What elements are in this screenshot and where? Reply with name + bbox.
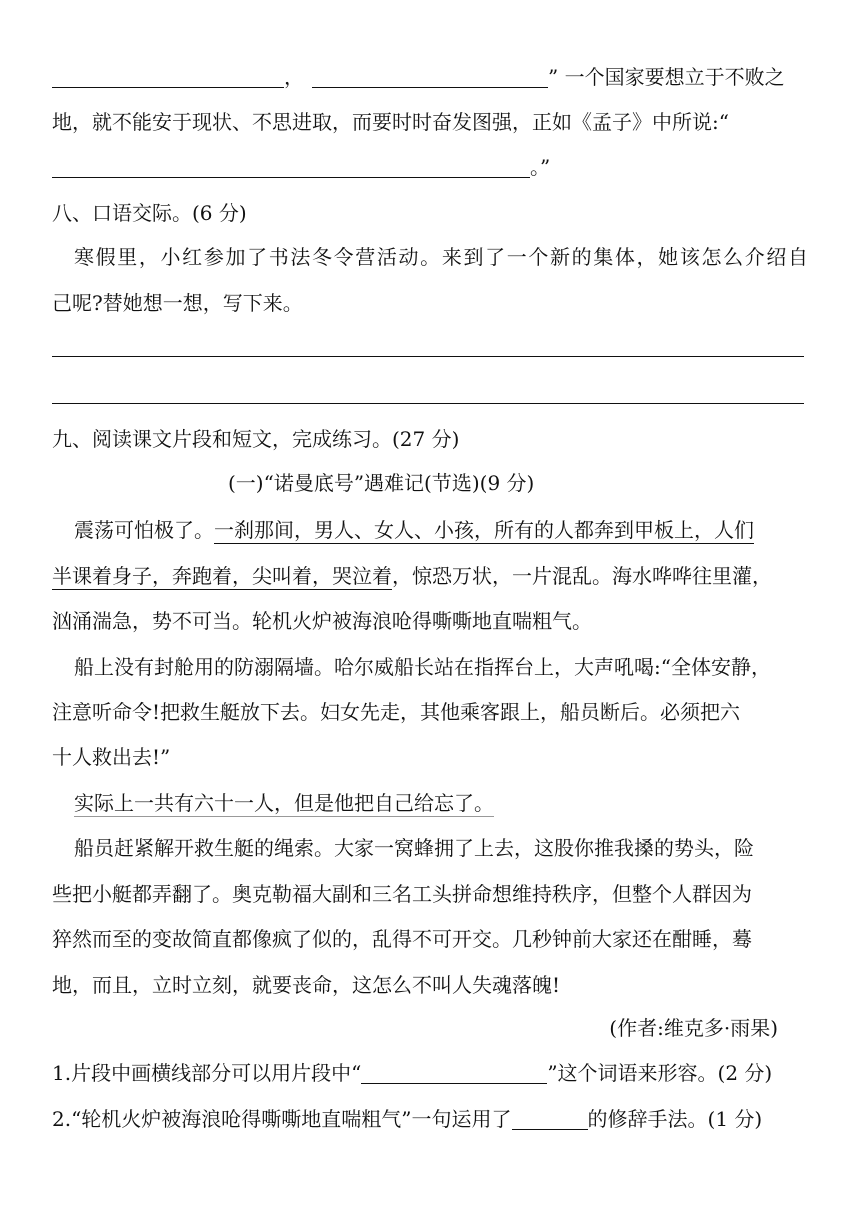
answer-blank[interactable] — [312, 65, 548, 88]
underlined-text: 一刹那间，男人、女人、小孩，所有的人都奔到甲板上，人们 — [214, 518, 754, 542]
q7-line-1 — [52, 62, 808, 92]
q8-heading: 八、口语交际。(6 分) — [52, 201, 247, 225]
q9-heading: 九、阅读课文片段和短文，完成练习。(27 分) — [52, 427, 460, 451]
p2-line-1: 船上没有封舱用的防溺隔墙。哈尔威船长站在指挥台上，大声吼喝:“全体安静， — [74, 655, 771, 679]
answer-blank[interactable] — [52, 65, 284, 88]
answer-blank[interactable] — [52, 155, 530, 178]
answer-line-1[interactable] — [52, 356, 804, 357]
p4-line-2: 些把小艇都弄翻了。奥克勒福大副和三名工头拼命想维持秩序，但整个人群因为 — [52, 882, 752, 906]
underlined-text: 半课着身子，奔跑着，尖叫着，哭泣着 — [52, 564, 392, 588]
p4-line-1: 船员赶紧解开救生艇的绳索。大家一窝蜂拥了上去，这股你推我搡的势头，险 — [74, 836, 754, 860]
answer-blank[interactable] — [361, 1061, 547, 1084]
answer-line-2[interactable] — [52, 403, 804, 404]
q8-prompt-2: 己呢?替她想一想，写下来。 — [52, 291, 303, 315]
q9-sub-heading: (一)“诺曼底号”遇难记(节选)(9 分) — [228, 471, 535, 495]
q7-end: 。” — [530, 155, 551, 179]
p2-line-3: 十人救出去!” — [52, 745, 171, 769]
comma: ， — [284, 65, 304, 89]
q7-text: ” 一个国家要想立于不败之 — [548, 65, 785, 89]
p1-line-3: 汹涌湍急，势不可当。轮机火炉被海浪呛得嘶嘶地直喘粗气。 — [52, 609, 592, 633]
p2-line-2: 注意听命令!把救生艇放下去。妇女先走，其他乘客跟上，船员断后。必须把六 — [52, 700, 741, 724]
p4-line-4: 地，而且，立时立刻，就要丧命，这怎么不叫人失魂落魄! — [52, 973, 561, 997]
p1-line-2: 半课着身子，奔跑着，尖叫着，哭泣着，惊恐万状，一片混乱。海水哗哗往里灌， — [52, 564, 772, 588]
q7-line-2: 地，就不能安于现状、不思进取，而要时时奋发图强，正如《孟子》中所说:“ — [52, 110, 729, 134]
q7-line-3 — [52, 152, 808, 182]
q9-question-1: 1.片段中画横线部分可以用片段中“ ”这个词语来形容。(2 分) — [52, 1061, 773, 1085]
p1-line-1: 震荡可怕极了。一刹那间，男人、女人、小孩，所有的人都奔到甲板上，人们 — [74, 518, 754, 542]
author: (作者:维克多·雨果) — [609, 1016, 778, 1040]
answer-blank[interactable] — [512, 1107, 588, 1130]
p4-line-3: 猝然而至的变故简直都像疯了似的，乱得不可开交。几秒钟前大家还在酣睡，蓦 — [52, 927, 752, 951]
p3 — [52, 788, 808, 818]
q8-prompt-1: 寒假里，小红参加了书法冬令营活动。来到了一个新的集体，她该怎么介绍自 — [74, 245, 808, 269]
q9-question-2: 2.“轮机火炉被海浪呛得嘶嘶地直喘粗气”一句运用了 的修辞手法。(1 分) — [52, 1107, 763, 1131]
wavy-underlined-text: 实际上一共有六十一人，但是他把自己给忘了。 — [74, 791, 494, 815]
